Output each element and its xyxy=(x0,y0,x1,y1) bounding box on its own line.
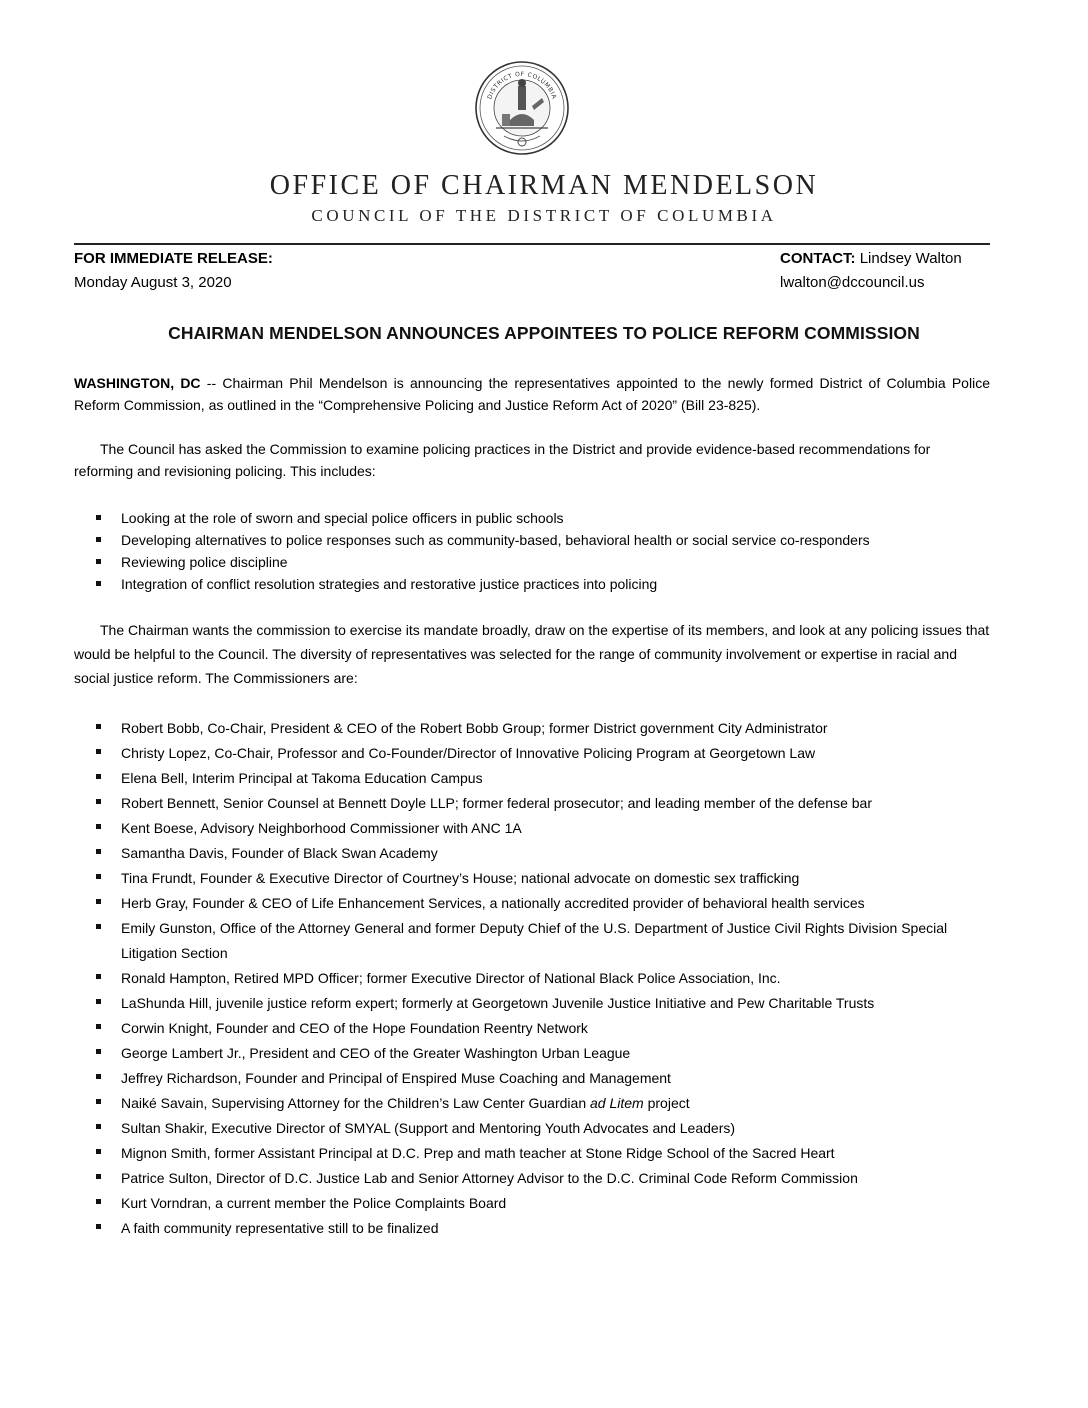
commissioners-paragraph xyxy=(74,618,990,690)
commissioner-item xyxy=(74,1216,1004,1241)
contact-line xyxy=(780,250,962,267)
commissioner-item xyxy=(74,1191,1004,1216)
bullet-square-icon xyxy=(96,559,101,564)
commissioner-item-text: Sultan Shakir, Executive Director of SMYAL (Support and Mentoring Youth Advocates and Leaders) xyxy=(121,1120,736,1136)
commissioner-item xyxy=(74,766,1004,791)
commissioner-item xyxy=(74,966,1004,991)
commissioner-item-text: Mignon Smith, former Assistant Principal at D.C. Prep and math teacher at Stone Ridge School of the Sacred Heart xyxy=(121,1145,835,1161)
headline: CHAIRMAN MENDELSON ANNOUNCES APPOINTEES TO POLICE REFORM COMMISSION xyxy=(168,323,920,343)
mandate-item xyxy=(74,529,1004,551)
commissioner-item xyxy=(74,1041,1004,1066)
commissioner-item xyxy=(74,1141,1004,1166)
commissioner-item xyxy=(74,1066,1004,1091)
dc-seal-icon xyxy=(474,58,570,158)
mandate-item-text: Integration of conflict resolution strategies and restorative justice practices into policing xyxy=(121,576,658,592)
bullet-square-icon xyxy=(96,1124,101,1129)
commissioner-item xyxy=(74,791,1004,816)
commissioner-item-text: Robert Bennett, Senior Counsel at Bennett Doyle LLP; former federal prosecutor; and leading member of the defense bar xyxy=(121,795,872,811)
mandate-item xyxy=(74,507,1004,529)
contact-label: CONTACT: xyxy=(780,250,856,267)
mandate-item xyxy=(74,551,1004,573)
commissioner-item xyxy=(74,841,1004,866)
header-divider xyxy=(74,243,990,245)
bullet-square-icon xyxy=(96,774,101,779)
commissioner-item-text: Kurt Vorndran, a current member the Police Complaints Board xyxy=(121,1195,507,1211)
commissioner-item-text: LaShunda Hill, juvenile justice reform expert; formerly at Georgetown Juvenile Justice Initiative and Pew Charitable Trusts xyxy=(121,995,875,1011)
commissioner-item xyxy=(74,816,1004,841)
commissioner-item-text: Samantha Davis, Founder of Black Swan Academy xyxy=(121,845,438,861)
contact-name: Lindsey Walton xyxy=(859,250,962,267)
bullet-square-icon xyxy=(96,515,101,520)
commissioners-intro-text: The Chairman wants the commission to exercise its mandate broadly, draw on the expertise of its members, and look at any policing issues that would be helpful to the Council. The diversity of representatives was selected for the range of community involvement or expertise in racial and social justice reform. The Commissioners are: xyxy=(74,622,990,686)
mandate-text: The Council has asked the Commission to examine policing practices in the District and provide evidence-based recommendations for reforming and revisioning policing. This includes: xyxy=(74,441,931,479)
commissioner-item xyxy=(74,1091,1004,1116)
bullet-square-icon xyxy=(96,924,101,929)
commissioner-item xyxy=(74,716,1004,741)
mandate-item xyxy=(74,573,1004,595)
commissioner-item xyxy=(74,741,1004,766)
bullet-square-icon xyxy=(96,1224,101,1229)
commissioner-item xyxy=(74,1166,1004,1191)
commissioner-item-text: Tina Frundt, Founder & Executive Director of Courtney’s House; national advocate on domestic sex trafficking xyxy=(121,870,800,886)
bullet-square-icon xyxy=(96,1049,101,1054)
commissioner-item-text: Robert Bobb, Co-Chair, President & CEO of the Robert Bobb Group; former District government City Administrator xyxy=(121,720,828,736)
bullet-square-icon xyxy=(96,749,101,754)
bullet-square-icon xyxy=(96,899,101,904)
bullet-square-icon xyxy=(96,724,101,729)
commissioner-item-text: Naiké Savain, Supervising Attorney for the Children’s Law Center Guardian ad Litem project xyxy=(121,1095,690,1111)
commissioner-item xyxy=(74,891,1004,916)
bullet-square-icon xyxy=(96,1149,101,1154)
mandate-item-text: Developing alternatives to police responses such as community-based, behavioral health or social service co-responders xyxy=(121,532,870,548)
office-subtitle: COUNCIL OF THE DISTRICT OF COLUMBIA xyxy=(311,206,777,225)
commissioners-list xyxy=(74,716,1004,1241)
office-title: OFFICE OF CHAIRMAN MENDELSON xyxy=(269,170,819,201)
commissioner-item xyxy=(74,1016,1004,1041)
commissioner-item xyxy=(74,866,1004,891)
mandate-item-text: Reviewing police discipline xyxy=(121,554,288,570)
bullet-square-icon xyxy=(96,537,101,542)
bullet-square-icon xyxy=(96,974,101,979)
bullet-square-icon xyxy=(96,1199,101,1204)
commissioner-item-text: George Lambert Jr., President and CEO of the Greater Washington Urban League xyxy=(121,1045,631,1061)
bullet-square-icon xyxy=(96,824,101,829)
commissioner-item-text: Corwin Knight, Founder and CEO of the Hope Foundation Reentry Network xyxy=(121,1020,588,1036)
mandate-paragraph xyxy=(74,438,990,482)
commissioner-item-text: A faith community representative still to be finalized xyxy=(121,1220,439,1236)
bullet-square-icon xyxy=(96,1099,101,1104)
commissioner-item xyxy=(74,916,1004,966)
commissioner-item xyxy=(74,991,1004,1016)
commissioner-item xyxy=(74,1116,1004,1141)
intro-text: -- Chairman Phil Mendelson is announcing the representatives appointed to the newly formed District of Columbia Police Reform Commission, as outlined in the “Comprehensive Policing and Justice Reform Act of 2020” (Bill 23-825). xyxy=(74,375,990,413)
commissioner-item-text: Herb Gray, Founder & CEO of Life Enhancement Services, a nationally accredited provider of behavioral health services xyxy=(121,895,865,911)
bullet-square-icon xyxy=(96,1024,101,1029)
bullet-square-icon xyxy=(96,1174,101,1179)
contact-email: lwalton@dccouncil.us xyxy=(780,274,925,291)
mandate-list xyxy=(74,507,1004,595)
commissioner-item-text: Jeffrey Richardson, Founder and Principal of Enspired Muse Coaching and Management xyxy=(121,1070,671,1086)
commissioner-item-text: Kent Boese, Advisory Neighborhood Commissioner with ANC 1A xyxy=(121,820,522,836)
commissioner-item-text: Emily Gunston, Office of the Attorney General and former Deputy Chief of the U.S. Department of Justice Civil Rights Division Special Litigation Section xyxy=(121,920,948,961)
commissioner-item-text: Christy Lopez, Co-Chair, Professor and Co-Founder/Director of Innovative Policing Program at Georgetown Law xyxy=(121,745,816,761)
commissioner-item-text: Ronald Hampton, Retired MPD Officer; former Executive Director of National Black Police Association, Inc. xyxy=(121,970,781,986)
commissioner-item-text: Patrice Sulton, Director of D.C. Justice Lab and Senior Attorney Advisor to the D.C. Criminal Code Reform Commission xyxy=(121,1170,858,1186)
mandate-item-text: Looking at the role of sworn and special police officers in public schools xyxy=(121,510,564,526)
bullet-square-icon xyxy=(96,1074,101,1079)
release-date: Monday August 3, 2020 xyxy=(74,274,232,291)
commissioner-item-text: Elena Bell, Interim Principal at Takoma Education Campus xyxy=(121,770,483,786)
bullet-square-icon xyxy=(96,849,101,854)
intro-paragraph xyxy=(74,372,990,416)
bullet-square-icon xyxy=(96,999,101,1004)
bullet-square-icon xyxy=(96,874,101,879)
bullet-square-icon xyxy=(96,799,101,804)
dateline: WASHINGTON, DC xyxy=(74,375,201,391)
release-label: FOR IMMEDIATE RELEASE: xyxy=(74,250,273,267)
seal-text: DISTRICT OF COLUMBIA xyxy=(486,70,558,101)
bullet-square-icon xyxy=(96,581,101,586)
